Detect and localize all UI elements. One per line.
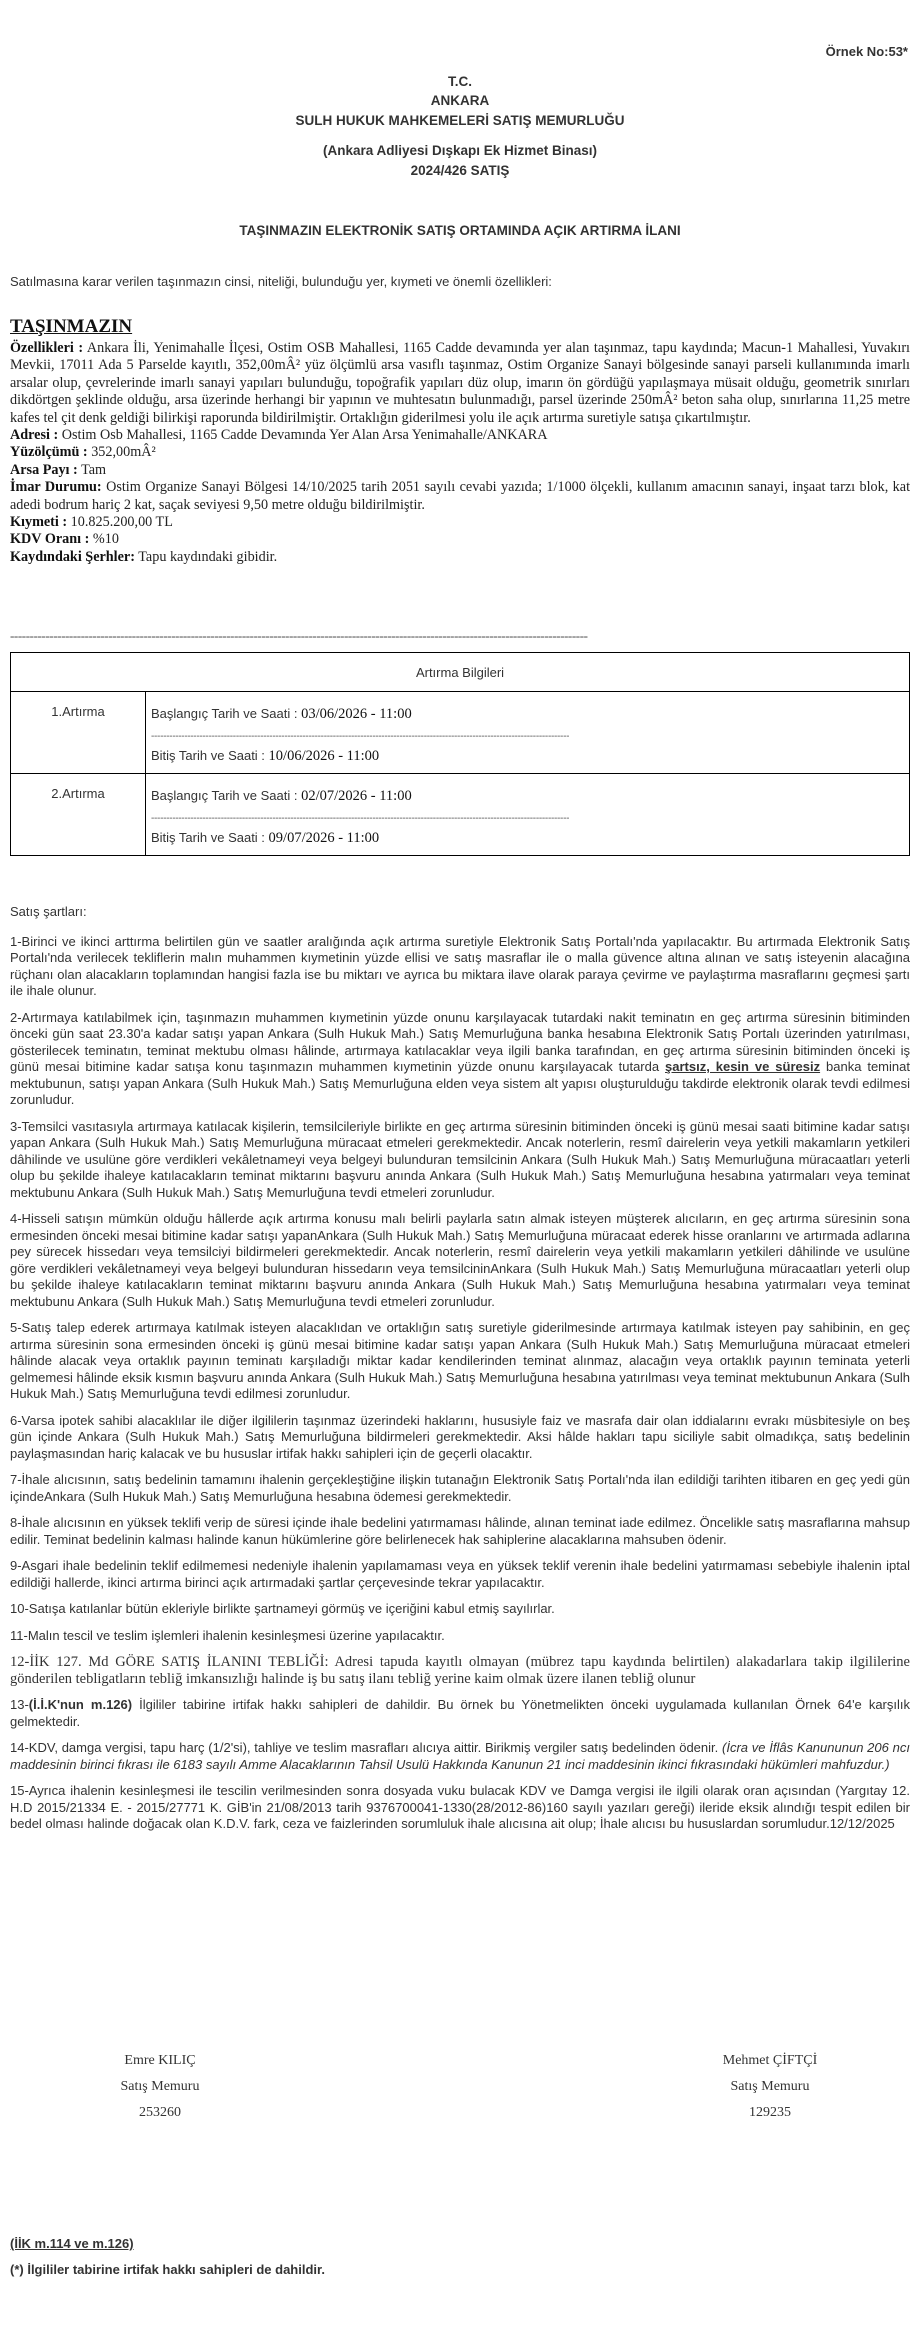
- address-value: Ostim Osb Mahallesi, 1165 Cadde Devamında Yer Alan Arsa Yenimahalle/ANKARA: [61, 427, 548, 444]
- conditions-title: Satış şartları:: [10, 904, 87, 919]
- condition-4: 4-Hisseli satışın mümkün olduğu hâllerde açık artırma konusu malı belirli paylarla satın almak isteyen müşterek alıcıların, en geç artırma süresinin sona ermesinden önceki mesai bitimine kadar satışı yapanAnkara (Sulh Hukuk Mah.) Satış Memurluğuna müracaat ederek hisse oranlarını ve artırmada adlarına pey sürecek hissedarı veya temsilciyi bildirmeleri gerekmektedir. Ancak noterlerin, resmî dairelerin veya yetkili makamların yetkileri dâhilinde ve usulüne göre verdikleri vekâletnameyi veya belgeyi bulunduran hissedarın veya temsilcininAnkara (Sulh Hukuk Mah.) Satış Memurluğuna müracaatları yeterli olup bu şekilde ihaleye katılacakların teminat miktarını başvuru anında Ankara (Sulh Hukuk Mah.) Satış Memurluğuna hesabına yatırmaları veya teminat mektubunu Ankara (Sulh Hukuk Mah.) Satış Memurluğuna tevdi etmeleri zorunludur.: [10, 1211, 910, 1309]
- condition-13-ref: (İ.İ.K'nun m.126): [28, 1697, 133, 1712]
- value-label: Kıymeti :: [10, 514, 68, 531]
- end-datetime: 10/06/2026 - 11:00: [268, 748, 380, 764]
- condition-10: 10-Satışa katılanlar bütün ekleriyle birlikte şartnameyi görmüş ve içeriğini kabul etmiş sayılırlar.: [10, 1601, 555, 1616]
- condition-13: [10, 1697, 910, 1730]
- signer-id: 129235: [749, 2105, 791, 2120]
- condition-8: 8-İhale alıcısının en yüksek teklifi verip de süresi içinde ihale bedelini yatırmaması hâlinde, alınan teminat iade edilmez. Öncelikle satış masraflarına mahsup edilir. Teminat bedelinin kalması halinde kanun hükümlerine göre belirlenecek hak sahiplerine alacaklarına mahsuben ödenir.: [10, 1515, 910, 1547]
- property-area: [10, 444, 910, 461]
- condition-6: 6-Varsa ipotek sahibi alacaklılar ile diğer ilgililerin taşınmaz üzerindeki haklarını, hususiyle faiz ve masrafa dair olan iddialarını evrakı müsbitesiyle on beş gün içinde Ankara (Sulh Hukuk Mah.) Satış Memurluğuna bildirmeleri gerekmektedir. Aksi hâlde hakları tapu siciliyle sabit olmadıkça, satış bedelinin paylaşmasından hariç kalacak ve bu hususlar irtifak hakkı sahipleri için de geçerli olacaktır.: [10, 1412, 910, 1461]
- share-value: Tam: [81, 461, 107, 478]
- start-label: Başlangıç Tarih ve Saati :: [151, 706, 298, 721]
- intro-text: Satılmasına karar verilen taşınmazın cinsi, niteliği, bulunduğu yer, kıymeti ve önemli özellikleri:: [10, 274, 552, 289]
- property-details: [10, 340, 910, 566]
- condition-2-text: 2-Artırmaya katılabilmek için, taşınmazın muhammen kıymetinin yüzde onunu karşılayacak tutardaki nakit teminatın en geç artırma süresinin bitiminden önceki gün saat 23.30'a kadar satışı yapan Ankara (Sulh Hukuk Mah.) Satış Memurluğuna banka hesabına Elektronik Satış Portalı üzerinden yatırılması, gösterilecek teminatın, teminat mektubu olması hâlinde, artırmaya katılacaklar veya ilgili banka tarafından, en geç artırma süresinin bitiminden önceki iş günü mesai bitimine kadar satışa konu taşınmazın muhammen kıymetinin yüzde onunu karşılayacak tutarda: [10, 1009, 910, 1074]
- signer-title: Satış Memuru: [120, 2079, 200, 2094]
- condition-13-text: İlgililer tabirine irtifak hakkı sahipleri de dahildir. Bu örnek bu Yönetmelikten önceki uygulamada kullanılan Örnek 64'e karşılık gelmektedir.: [10, 1697, 910, 1729]
- header-file-no: 2024/426 SATIŞ: [410, 163, 510, 178]
- footer-note: (*) İlgililer tabirine irtifak hakkı sahipleri de dahildir.: [10, 2262, 325, 2277]
- condition-7: 7-İhale alıcısının, satış bedelinin tamamını ihalenin gerçekleştiğine ilişkin tutanağın Elektronik Satış Portalı'nda ilan edildiği tarihten itibaren en geç yedi gün içindeAnkara (Sulh Hukuk Mah.) Satış Memurluğuna hesabına ödemesi gerekmektedir.: [10, 1472, 910, 1504]
- condition-11: 11-Malın tescil ve teslim işlemleri ihalenin kesinleşmesi üzerine yapılacaktır.: [10, 1627, 445, 1643]
- auction-row: [11, 692, 910, 774]
- condition-14: [10, 1740, 910, 1773]
- header-building: (Ankara Adliyesi Dışkapı Ek Hizmet Binası): [322, 143, 598, 158]
- auction-round-label: 1.Artırma: [11, 692, 146, 774]
- auction-round-dates: [146, 774, 910, 856]
- auction-round-dates: [146, 692, 910, 774]
- features-value: Ankara İli, Yenimahalle İlçesi, Ostim OSB Mahallesi, 1165 Cadde devamında yer alan taşınmaz, tapu kaydında; Macun-1 Mahallesi, Yuvakırı Mevkii, 17011 Ada 5 Parselde kayıtlı, 352,00mÂ² yüz ölçümlü arsa vasıflı taşınmaz, Ostim Organize Sanayi bölgesinde sanayi parseli kullanımında imarlı arsalar olup, çevrelerinde imarlı sanayi yapıları bulunduğu, topoğrafik yapıları düz olup, imarın ön gördüğü yapılaşmaya müsait olduğu, geometrik sınırları dikdörtgen şeklinde olduğu, arsa üzerinde herhangi bir yapının ve muhtesatın bulunmadığı, parsel üzerinde 250mÂ² beton saha olup, sınırlarına 11,25 metre kafes tel çit denk geldiği bilirkişi raporunda bildirilmiştir. Ortaklığın giderilmesi yolu ile açık artırma suretiyle satışa çıkartılmıştır.: [10, 340, 910, 426]
- footer-reference: (İİK m.114 ve m.126): [10, 2236, 134, 2251]
- signer-id: 253260: [139, 2105, 181, 2120]
- address-label: Adresi :: [10, 427, 59, 444]
- start-datetime: 02/07/2026 - 11:00: [301, 788, 412, 804]
- header-city: ANKARA: [430, 93, 490, 108]
- header-tc: T.C.: [447, 74, 472, 89]
- start-datetime: 03/06/2026 - 11:00: [301, 706, 412, 722]
- row-separator: ------------------------------------------------------------------------------------------------------------------------------------------: [151, 731, 570, 742]
- condition-5: 5-Satış talep ederek artırmaya katılmak isteyen alacaklıdan ve ortaklığın satış suretiyle giderilmesinde artırmaya katılmak isteyen pay sahibinin, en geç artırma süresinin sona ermesinden önceki iş günü mesai bitimine kadar satışı yapan Ankara (Sulh Hukuk Mah.) Satış Memurluğuna müracaat etmeleri hâlinde alacak veya ortaklık payının teminatı karşıladığı miktar kadar kendilerinden teminat alınmaz, alacağın veya ortaklık payının teminata yeterli gelmemesi hâlinde eksik kısmın başvuru anında Ankara (Sulh Hukuk Mah.) Satış Memurluğuna hesabına yatırılması veya teminat mektubunun Ankara (Sulh Hukuk Mah.) Satış Memurluğuna tevdi edilmesi zorunludur.: [10, 1320, 910, 1401]
- row-separator: ------------------------------------------------------------------------------------------------------------------------------------------: [151, 813, 570, 824]
- zoning-label: İmar Durumu:: [10, 479, 102, 496]
- condition-2-text-end: banka teminat mektubunun, satışı yapan Ankara (Sulh Hukuk Mah.) Satış Memurluğuna elden veya sistem alt yapısı oluşturulduğu takdirde elektronik olarak tevdi edilmesi zorunludur.: [10, 1059, 910, 1107]
- area-value: 352,00mÂ²: [91, 444, 156, 461]
- vat-label: KDV Oranı :: [10, 531, 90, 548]
- property-address: [10, 427, 910, 444]
- page-title: TAŞINMAZIN ELEKTRONİK SATIŞ ORTAMINDA AÇIK ARTIRMA İLANI: [239, 223, 681, 238]
- signer-name: Emre KILIÇ: [124, 2053, 196, 2068]
- auction-table: [10, 652, 910, 856]
- annotations-value: Tapu kaydındaki gibidir.: [138, 548, 278, 565]
- features-label: Özellikleri :: [10, 340, 84, 356]
- signer-title: Satış Memuru: [730, 2079, 810, 2094]
- area-label: Yüzölçümü :: [10, 444, 88, 461]
- signature-right: [670, 2048, 870, 2126]
- condition-13-num: 13-: [10, 1697, 29, 1712]
- separator-line: ---------------------------------------------------------------------------------------------------------------------------------------------------: [10, 628, 588, 643]
- condition-15: 15-Ayrıca ihalenin kesinleşmesi ile tescilin verilmesinden sonra dosyada vuku bulacak KDV ve Damga vergisi ile ilgili olarak oran açısından (Yargıtay 12. H.D 2015/21334 E. - 2015/27771 K. GİB'in 21/08/2013 tarih 9376700041-1330(28/2012-86)160 sayılı yazıları gereği) ileride eksik alındığı tespit edilen bir bedel olması halinde doğacak olan K.D.V. fark, ceza ve faizlerinden sorumluluk ihale alıcısına ait olup; İhale alıcısı bu hususlardan sorumludur.12/12/2025: [10, 1783, 910, 1831]
- start-label: Başlangıç Tarih ve Saati :: [151, 788, 298, 803]
- property-value: [10, 514, 910, 531]
- end-datetime: 09/07/2026 - 11:00: [268, 830, 380, 846]
- condition-9: 9-Asgari ihale bedelinin teklif edilmemesi nedeniyle ihalenin yapılamaması veya en yüksek teklif verenin ihale bedelini yatırmaması sebebiyle ihalenin iptal edildiği hallerde, ikinci artırma birinci açık artırmadaki şartlar çerçevesinde tekrar yapılacaktır.: [10, 1558, 910, 1590]
- section-title: TAŞINMAZIN: [10, 316, 133, 337]
- condition-14-text: 14-KDV, damga vergisi, tapu harç (1/2'si), tahliye ve teslim masrafları alıcıya aittir. Birikmiş vergiler satış bedelinden ödenir.: [10, 1740, 719, 1755]
- condition-2-emphasis: şartsız, kesin ve süresiz: [665, 1059, 821, 1074]
- auction-round-label: 2.Artırma: [11, 774, 146, 856]
- value-amount: 10.825.200,00 TL: [70, 514, 173, 531]
- end-label: Bitiş Tarih ve Saati :: [151, 830, 265, 845]
- sale-conditions: [10, 904, 910, 1843]
- property-vat: [10, 531, 910, 548]
- condition-12: 12-İİK 127. Md GÖRE SATIŞ İLANINI TEBLİĞİ: Adresi tapuda kayıtlı olmayan (mübrez tapu kaydında belirtilen) alakadarlara takip ilgililerine gönderilen tebligatların tebliğ imkansızlığı halinde iş bu satış ilanı tebliğ yerine kaim olmak üzere ilanen tebliğ olunur: [10, 1654, 910, 1687]
- vat-value: %10: [92, 531, 119, 548]
- auction-row: [11, 774, 910, 856]
- condition-3: 3-Temsilci vasıtasıyla artırmaya katılacak kişilerin, temsilcileriyle birlikte en geç artırma süresinin bitiminden önceki iş günü mesai saati bitimine kadar satışı yapan Ankara (Sulh Hukuk Mah.) Satış Memurluğuna müracaat etmeleri gerekmektedir. Ancak noterlerin, resmî dairelerin veya yetkili makamların yetkileri dâhilinde ve usulüne göre verdikleri vekâletnameyi veya belgeyi bulunduran temsilcinin Ankara (Sulh Hukuk Mah.) Satış Memurluğuna müracaatları yeterli olup bu şekilde ihaleye katılacakların teminat miktarını başvuru anında Ankara (Sulh Hukuk Mah.) Satış Memurluğuna hesabına yatırmaları veya teminat mektubunu Ankara (Sulh Hukuk Mah.) Satış Memurluğuna tevdi etmeleri zorunludur.: [10, 1118, 910, 1200]
- condition-2: [10, 1010, 910, 1109]
- signer-name: Mehmet ÇİFTÇİ: [722, 2053, 818, 2068]
- end-label: Bitiş Tarih ve Saati :: [151, 748, 265, 763]
- auction-table-header: Artırma Bilgileri: [11, 653, 910, 692]
- sample-number: Örnek No:53*: [825, 44, 908, 59]
- property-share: [10, 462, 910, 479]
- signature-left: [60, 2048, 260, 2126]
- zoning-value: Ostim Organize Sanayi Bölgesi 14/10/2025 tarih 2051 sayılı cevabi yazıda; 1/1000 ölçekli, kullanım amacının sanayi, inşaat tarzı blok, kat adedi bodrum hariç 2 kat, saçak seviyesi 9,50 metre olduğu bildirilmiştir.: [10, 479, 911, 513]
- share-label: Arsa Payı :: [10, 461, 78, 478]
- condition-1: 1-Birinci ve ikinci arttırma belirtilen gün ve saatler aralığında açık artırma suretiyle Elektronik Satış Portalı'nda yapılacaktır. Bu artırmada Elektronik Satış Portalı'nda verilecek tekliflerin malın muhammen kıymetinin yüzde ellisi ve satış masraflar ile o malla güvence altına alınan ve satış isteyenin alacağına rüçhanı olan alacakların toplamından hangisi fazla ise bu miktarı ve ayrıca bu miktara ilave olarak paraya çevirme ve paylaştırma masraflarını geçmesi şartı ile ihale olunur.: [10, 933, 910, 998]
- header-office: SULH HUKUK MAHKEMELERİ SATIŞ MEMURLUĞU: [295, 113, 625, 128]
- property-annotations: [10, 549, 910, 566]
- condition-14-note: (İcra ve İflâs Kanununun 206 ncı maddesinin birinci fıkrası ile 6183 sayılı Amme Alacaklarının Tahsil Usulü Hakkında Kanunun 21 inci maddesinin ikinci fıkrasındaki hükümleri mahfuzdur.): [10, 1740, 910, 1772]
- property-zoning: [10, 479, 910, 514]
- annotations-label: Kaydındaki Şerhler:: [10, 548, 135, 565]
- property-features: [10, 340, 910, 427]
